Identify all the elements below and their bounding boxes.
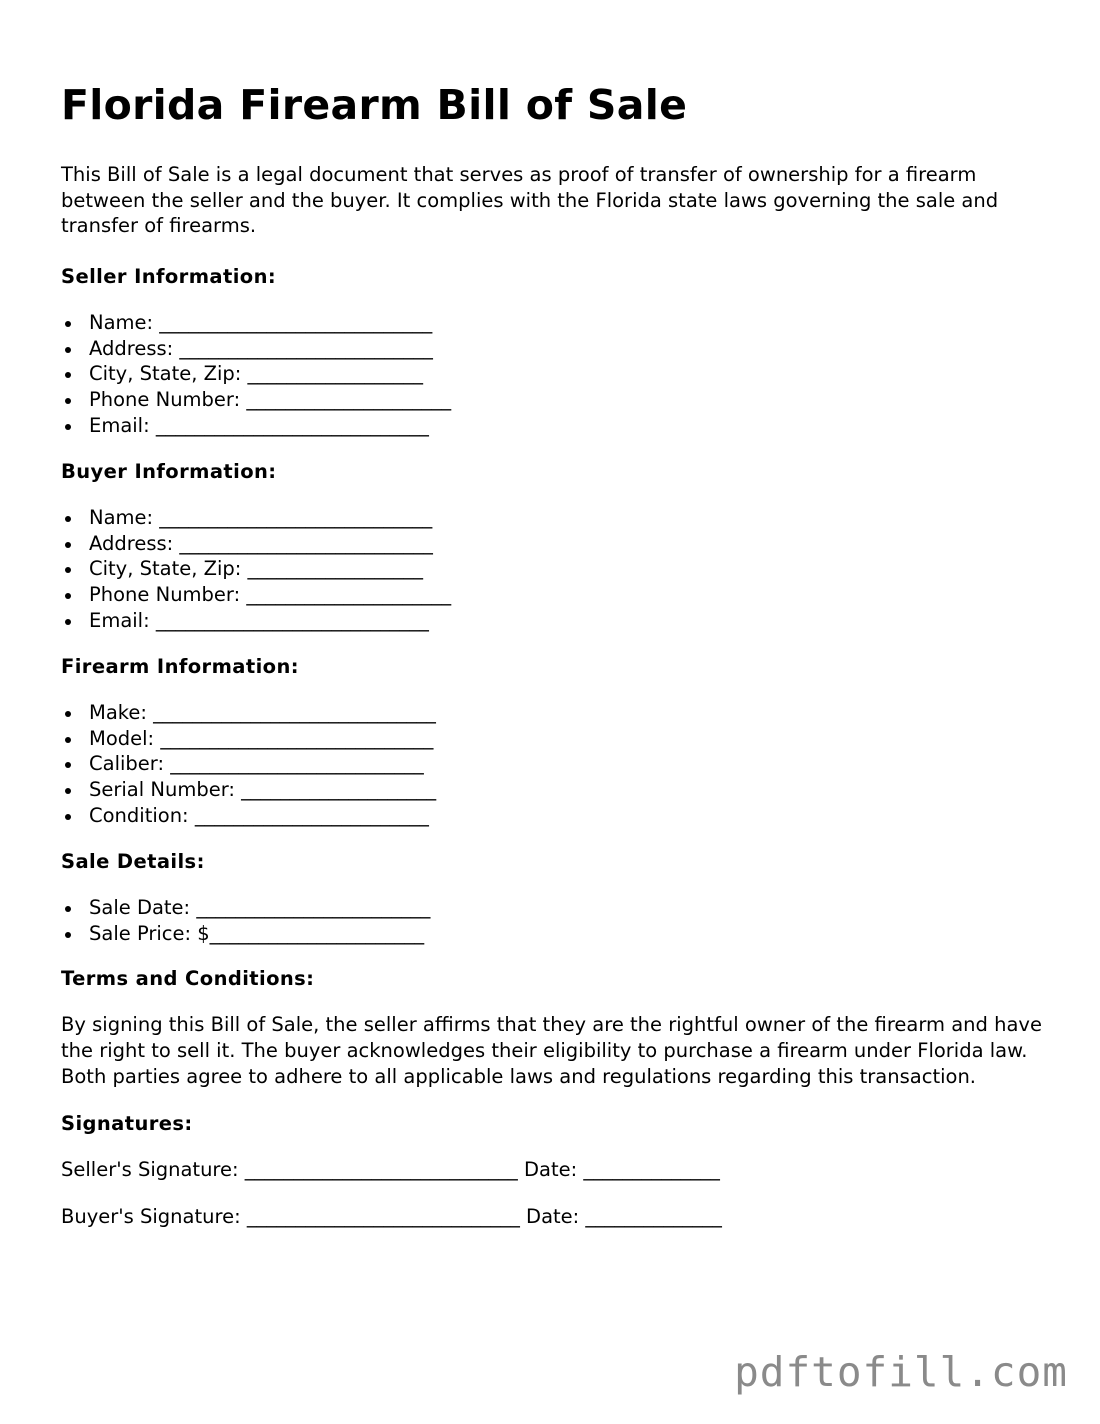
seller-city-state-zip-field[interactable]: City, State, Zip: __________________ [89,361,1051,387]
buyer-name-field[interactable]: Name: ____________________________ [89,505,1051,531]
seller-signature-line[interactable]: Seller's Signature: ____________________________ Date: ______________ [61,1158,720,1182]
watermark-text: pdftofill.com [734,1348,1068,1396]
firearm-model-field[interactable]: Model: ____________________________ [89,726,1051,752]
sale-heading: Sale Details: [61,849,205,873]
intro-paragraph: This Bill of Sale is a legal document that serves as proof of transfer of ownership for a firearm between the seller and the buyer. It complies with the Florida state laws governing the sale and transfer of firearms. [61,163,999,238]
firearm-make-field[interactable]: Make: _____________________________ [89,700,1051,726]
seller-email-field[interactable]: Email: ____________________________ [89,413,1051,439]
firearm-caliber-field[interactable]: Caliber: __________________________ [89,751,1051,777]
document-title: Florida Firearm Bill of Sale [61,81,688,129]
sale-fields-list [61,895,1051,947]
buyer-address-field[interactable]: Address: __________________________ [89,531,1051,557]
buyer-signature-line[interactable]: Buyer's Signature: ____________________________ Date: ______________ [61,1205,722,1229]
seller-name-field[interactable]: Name: ____________________________ [89,310,1051,336]
firearm-serial-field[interactable]: Serial Number: ____________________ [89,777,1051,803]
sale-date-field[interactable]: Sale Date: ________________________ [89,895,1051,921]
document-page [61,0,1051,1229]
seller-address-field[interactable]: Address: __________________________ [89,336,1051,362]
signatures-heading: Signatures: [61,1112,193,1136]
buyer-city-state-zip-field[interactable]: City, State, Zip: __________________ [89,556,1051,582]
seller-fields-list [61,310,1051,439]
terms-heading: Terms and Conditions: [61,967,315,991]
firearm-heading: Firearm Information: [61,654,299,678]
firearm-fields-list [61,700,1051,829]
buyer-phone-field[interactable]: Phone Number: _____________________ [89,582,1051,608]
firearm-condition-field[interactable]: Condition: ________________________ [89,803,1051,829]
terms-paragraph: By signing this Bill of Sale, the seller affirms that they are the rightful owner of the firearm and have the right to sell it. The buyer acknowledges their eligibility to purchase a firearm under Florida law. Both parties agree to adhere to all applicable laws and regulations regarding this transaction. [61,1013,1042,1088]
buyer-email-field[interactable]: Email: ____________________________ [89,608,1051,634]
seller-phone-field[interactable]: Phone Number: _____________________ [89,387,1051,413]
sale-price-field[interactable]: Sale Price: $______________________ [89,921,1051,947]
buyer-heading: Buyer Information: [61,459,277,483]
buyer-fields-list [61,505,1051,634]
seller-heading: Seller Information: [61,264,277,288]
